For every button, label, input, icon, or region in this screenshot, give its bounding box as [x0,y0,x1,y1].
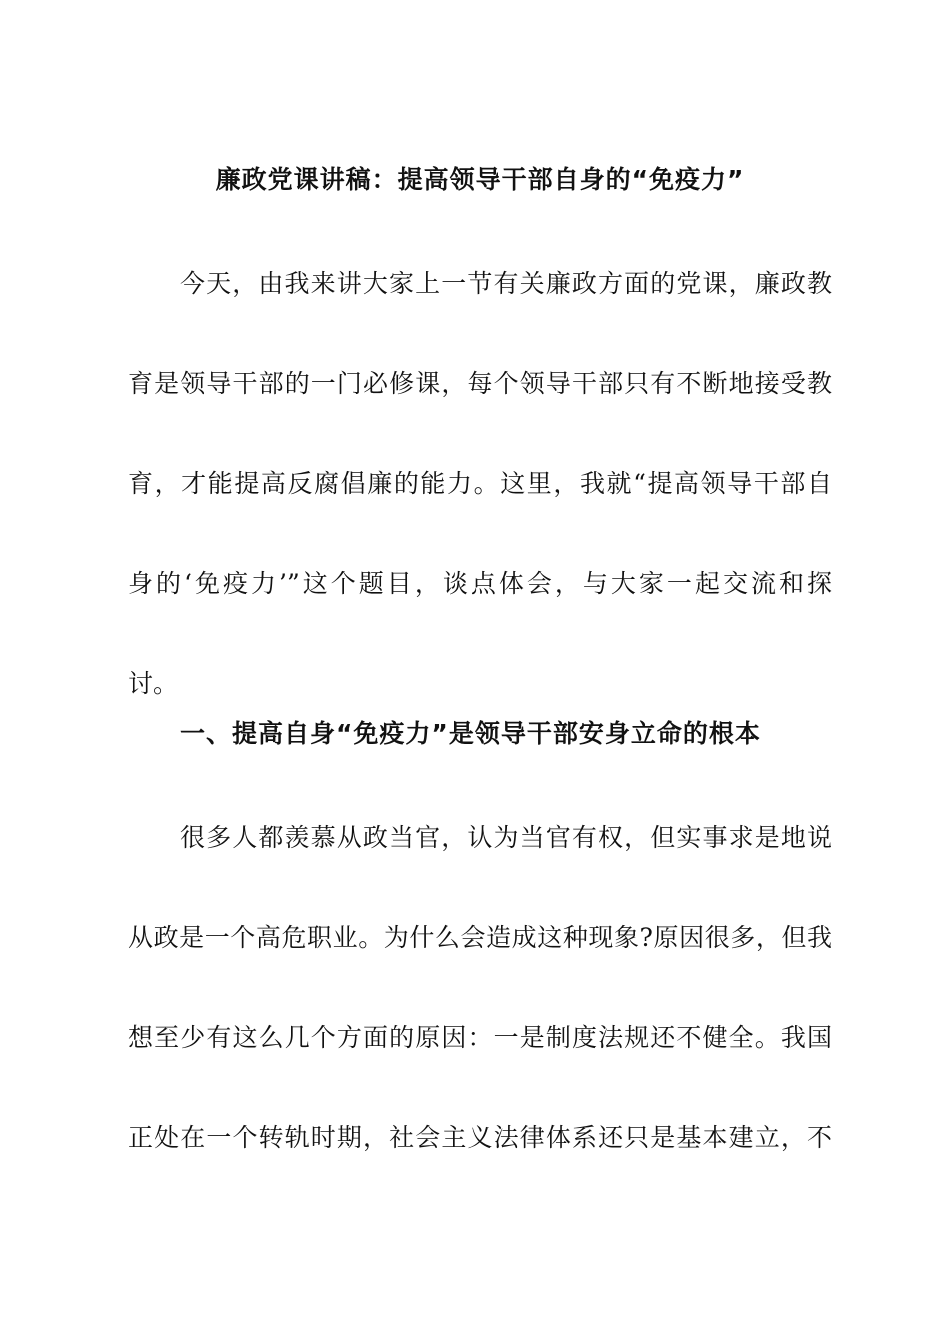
paragraph-2-line-4: 正处在一个转轨时期，社会主义法律体系还只是基本建立，不 [128,1123,832,1152]
paragraph-1-line-2: 育是领导干部的一门必修课，每个领导干部只有不断地接受教 [128,369,832,398]
paragraph-1-line-4: 身的‘免疫力’”这个题目，谈点体会，与大家一起交流和探 [128,569,832,598]
paragraph-2-line-2: 从政是一个高危职业。为什么会造成这种现象?原因很多，但我 [128,923,832,952]
paragraph-2-line-3: 想至少有这么几个方面的原因：一是制度法规还不健全。我国 [128,1023,832,1052]
paragraph-1-line-5: 讨。 [128,669,179,698]
paragraph-2-line-1: 很多人都羡慕从政当官，认为当官有权，但实事求是地说 [180,823,832,852]
document-title: 廉政党课讲稿：提高领导干部自身的“免疫力” [215,165,745,194]
paragraph-1-line-1: 今天，由我来讲大家上一节有关廉政方面的党课，廉政教 [180,269,832,298]
section-1-heading: 一、提高自身“免疫力”是领导干部安身立命的根本 [180,719,761,748]
paragraph-1-line-3: 育，才能提高反腐倡廉的能力。这里，我就“提高领导干部自 [128,469,832,498]
